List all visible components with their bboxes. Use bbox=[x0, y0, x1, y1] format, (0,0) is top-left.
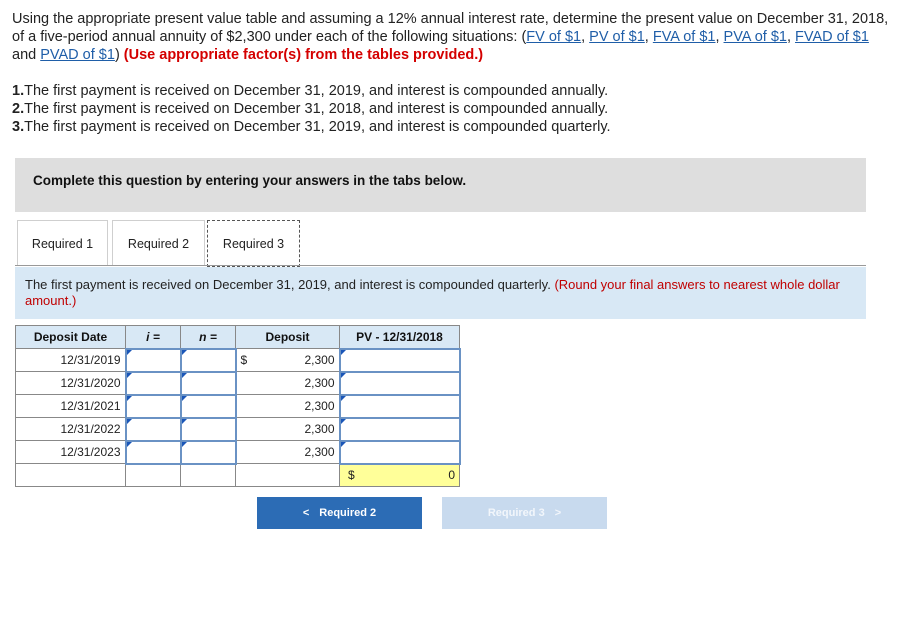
header-deposit: Deposit bbox=[236, 326, 340, 349]
link-fv[interactable]: FV of $1 bbox=[526, 29, 582, 45]
table-row: 12/31/2022 2,300 bbox=[16, 418, 460, 441]
instruction-panel: Complete this question by entering your answers in the tabs below. bbox=[15, 158, 866, 212]
i-input[interactable] bbox=[126, 441, 181, 464]
tab-required-2[interactable]: Required 2 bbox=[112, 220, 205, 266]
link-pvad[interactable]: PVAD of $1 bbox=[40, 47, 115, 63]
n-input[interactable] bbox=[181, 395, 236, 418]
n-input[interactable] bbox=[181, 349, 236, 372]
tab-required-1[interactable]: Required 1 bbox=[17, 220, 108, 266]
instruction: (Use appropriate factor(s) from the tables provided.) bbox=[123, 47, 484, 63]
header-n: n = bbox=[181, 326, 236, 349]
list-item: 2.The first payment is received on December 31, 2018, and interest is compounded annually. bbox=[12, 101, 609, 117]
n-input[interactable] bbox=[181, 418, 236, 441]
pv-input[interactable] bbox=[340, 395, 460, 418]
table-row: 12/31/2021 2,300 bbox=[16, 395, 460, 418]
pv-input[interactable] bbox=[340, 418, 460, 441]
tab-required-3[interactable]: Required 3 bbox=[207, 220, 300, 267]
pv-input[interactable] bbox=[340, 349, 460, 372]
chevron-right-icon: > bbox=[554, 507, 562, 519]
question-text: Using the appropriate present value table and assuming a 12% annual interest rate, determine the present value on December 31, 2018, of a five-period annual annuity of $2,300 under each of the following situations: (FV of $1, PV of $1, FVA of $1, PVA of $1, FVAD of $1 and PVAD of $1) (Use appropriate factor(s) from the tables provided.) bbox=[12, 11, 889, 63]
header-pv: PV - 12/31/2018 bbox=[340, 326, 460, 349]
link-fvad[interactable]: FVAD of $1 bbox=[795, 29, 869, 45]
prev-button[interactable]: < Required 2 bbox=[257, 497, 422, 529]
tab-divider bbox=[15, 265, 866, 266]
table-row: 12/31/2023 2,300 bbox=[16, 441, 460, 464]
list-item: 1.The first payment is received on December 31, 2019, and interest is compounded annually. bbox=[12, 83, 609, 99]
i-input[interactable] bbox=[126, 372, 181, 395]
n-input[interactable] bbox=[181, 441, 236, 464]
pv-total: $ 0 bbox=[340, 464, 460, 487]
info-box: The first payment is received on December 31, 2019, and interest is compounded quarterly. (Round your final answers to nearest whole dollar amount.) bbox=[15, 267, 866, 319]
link-fva[interactable]: FVA of $1 bbox=[652, 29, 716, 45]
header-i: i = bbox=[126, 326, 181, 349]
n-input[interactable] bbox=[181, 372, 236, 395]
link-pv[interactable]: PV of $1 bbox=[589, 29, 645, 45]
link-pva[interactable]: PVA of $1 bbox=[723, 29, 787, 45]
pv-input[interactable] bbox=[340, 441, 460, 464]
i-input[interactable] bbox=[126, 349, 181, 372]
i-input[interactable] bbox=[126, 395, 181, 418]
header-deposit-date: Deposit Date bbox=[16, 326, 126, 349]
i-input[interactable] bbox=[126, 418, 181, 441]
chevron-left-icon: < bbox=[302, 507, 310, 519]
table-row: 12/31/2019 $ 2,300 bbox=[16, 349, 460, 372]
next-button[interactable]: Required 3 > bbox=[442, 497, 607, 529]
situation-list bbox=[12, 82, 892, 136]
pv-input[interactable] bbox=[340, 372, 460, 395]
table-row: 12/31/2020 2,300 bbox=[16, 372, 460, 395]
total-row bbox=[16, 464, 460, 487]
list-item: 3.The first payment is received on December 31, 2019, and interest is compounded quarterly. bbox=[12, 119, 611, 135]
pv-table bbox=[15, 325, 461, 487]
